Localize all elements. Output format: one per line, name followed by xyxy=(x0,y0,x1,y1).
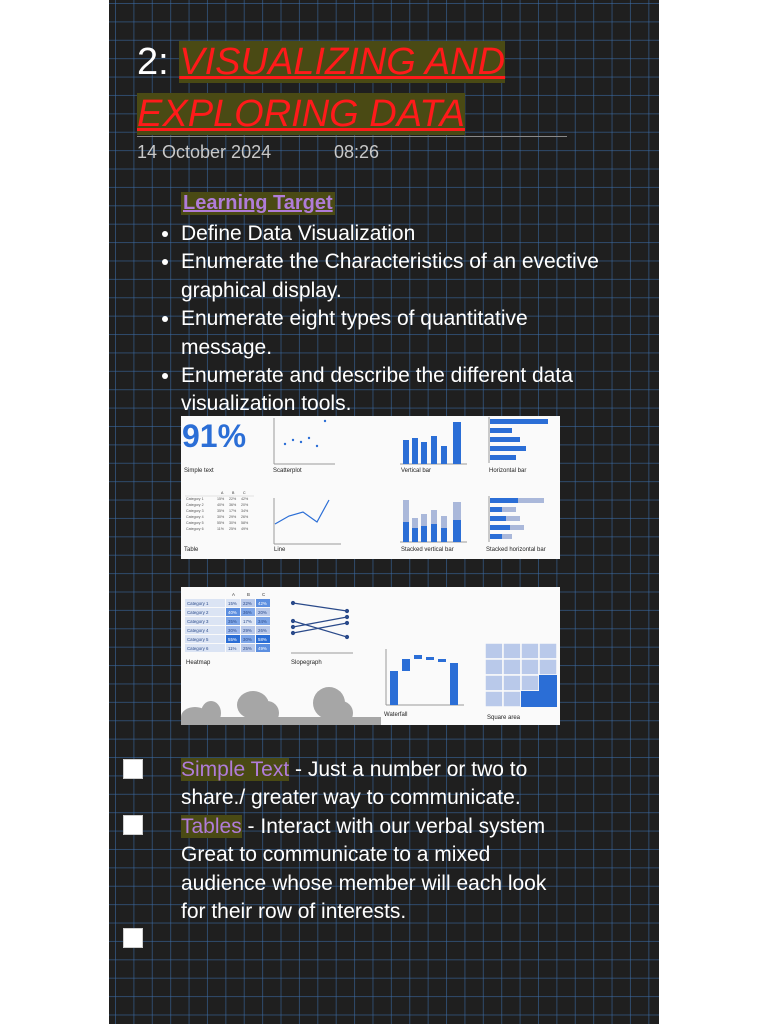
svg-text:26%: 26% xyxy=(241,515,249,519)
note-date: 14 October 2024 xyxy=(137,142,272,162)
svg-text:30%: 30% xyxy=(217,515,225,519)
title-number: 2: xyxy=(137,41,180,83)
svg-text:42%: 42% xyxy=(258,601,267,606)
svg-text:A: A xyxy=(221,491,224,495)
caption-vertical-bar: Vertical bar xyxy=(401,468,432,474)
svg-text:58%: 58% xyxy=(258,637,267,642)
checkbox-empty[interactable] xyxy=(123,928,143,948)
term-tables: Tables xyxy=(181,814,242,838)
svg-text:40%: 40% xyxy=(228,610,237,615)
svg-text:A: A xyxy=(232,592,235,597)
svg-text:Category 5: Category 5 xyxy=(187,637,209,642)
svg-text:17%: 17% xyxy=(243,619,252,624)
line-chart-thumbnail xyxy=(273,498,343,546)
svg-text:17%: 17% xyxy=(229,509,237,513)
title-divider xyxy=(137,136,567,137)
svg-text:36%: 36% xyxy=(229,503,237,507)
svg-text:25%: 25% xyxy=(243,646,252,651)
caption-stacked-vertical-bar: Stacked vertical bar xyxy=(401,547,454,553)
svg-text:30%: 30% xyxy=(243,637,252,642)
slopegraph-thumbnail xyxy=(289,599,355,655)
simple-text-example: 91% xyxy=(182,418,247,454)
svg-text:Category 6: Category 6 xyxy=(187,646,209,651)
horizontal-bar-thumbnail xyxy=(488,417,554,465)
caption-waterfall: Waterfall xyxy=(384,712,408,718)
svg-text:26%: 26% xyxy=(258,628,267,633)
learning-target-list xyxy=(151,220,601,419)
svg-text:Category 5: Category 5 xyxy=(186,521,204,525)
caption-horizontal-bar: Horizontal bar xyxy=(489,468,527,474)
term-simple-text: Simple Text xyxy=(181,758,290,781)
list-item[interactable]: • Enumerate and describe the different data visualization tools. xyxy=(181,362,601,419)
svg-text:C: C xyxy=(262,592,266,597)
stacked-vertical-bar-thumbnail xyxy=(399,496,469,544)
svg-text:29%: 29% xyxy=(243,628,252,633)
svg-text:42%: 42% xyxy=(241,497,249,501)
svg-text:Category 3: Category 3 xyxy=(187,619,209,624)
svg-text:30%: 30% xyxy=(228,628,237,633)
note-page xyxy=(109,0,659,1024)
svg-text:Category 1: Category 1 xyxy=(187,601,209,606)
svg-text:Category 4: Category 4 xyxy=(187,628,209,633)
notes-section xyxy=(181,756,571,926)
svg-text:25%: 25% xyxy=(229,527,237,531)
list-item[interactable]: • Define Data Visualization xyxy=(181,220,601,248)
svg-text:C: C xyxy=(243,491,246,495)
svg-text:58%: 58% xyxy=(241,521,249,525)
svg-text:Category 2: Category 2 xyxy=(186,503,204,507)
desc-simple-text: - Just a number or two to share./ greater way to communicate. xyxy=(181,758,528,810)
svg-text:11%: 11% xyxy=(217,527,224,531)
chart-types-image-2[interactable] xyxy=(181,587,560,725)
chart-types-image[interactable] xyxy=(181,416,560,559)
note-simple-text[interactable] xyxy=(181,756,571,813)
svg-text:34%: 34% xyxy=(258,619,267,624)
svg-text:B: B xyxy=(232,491,235,495)
svg-text:11%: 11% xyxy=(228,646,237,651)
caption-line: Line xyxy=(274,547,286,553)
learning-target-heading[interactable]: Learning Target xyxy=(183,192,333,214)
svg-text:55%: 55% xyxy=(228,637,237,642)
table-thumbnail xyxy=(184,490,256,536)
svg-text:22%: 22% xyxy=(229,497,237,501)
checkbox-tables[interactable] xyxy=(123,815,143,835)
note-tables[interactable] xyxy=(181,813,571,927)
svg-text:40%: 40% xyxy=(217,503,225,507)
svg-text:B: B xyxy=(247,592,250,597)
svg-text:Category 3: Category 3 xyxy=(186,509,204,513)
svg-text:34%: 34% xyxy=(241,509,249,513)
list-item[interactable]: • Enumerate eight types of quantitative message. xyxy=(181,305,601,362)
svg-text:Category 1: Category 1 xyxy=(186,497,204,501)
svg-text:29%: 29% xyxy=(229,515,237,519)
page-title[interactable] xyxy=(137,36,577,140)
svg-text:36%: 36% xyxy=(243,610,252,615)
svg-text:20%: 20% xyxy=(241,503,249,507)
svg-text:49%: 49% xyxy=(258,646,267,651)
svg-text:49%: 49% xyxy=(241,527,249,531)
svg-text:35%: 35% xyxy=(228,619,237,624)
svg-text:Category 6: Category 6 xyxy=(186,527,204,531)
title-text-line1: VISUALIZING AND xyxy=(179,41,506,83)
checkbox-simple-text[interactable] xyxy=(123,759,143,779)
svg-text:30%: 30% xyxy=(229,521,237,525)
background-trees xyxy=(181,683,381,725)
svg-text:22%: 22% xyxy=(243,601,252,606)
heatmap-thumbnail xyxy=(185,590,273,656)
svg-text:Category 4: Category 4 xyxy=(186,515,204,519)
caption-stacked-horizontal-bar: Stacked horizontal bar xyxy=(486,547,546,553)
svg-text:20%: 20% xyxy=(258,610,267,615)
list-item[interactable]: • Enumerate the Characteristics of an evective graphical display. xyxy=(181,248,601,305)
svg-text:15%: 15% xyxy=(228,601,237,606)
vertical-bar-thumbnail xyxy=(399,418,469,466)
caption-simple-text: Simple text xyxy=(184,468,214,474)
scatterplot-thumbnail xyxy=(273,418,337,466)
caption-heatmap: Heatmap xyxy=(186,660,211,666)
desc-tables: - Interact with our verbal system Great to communicate to a mixed audience whose member will each look for their row of interests. xyxy=(181,814,547,924)
caption-slopegraph: Slopegraph xyxy=(291,660,322,666)
svg-text:35%: 35% xyxy=(217,509,225,513)
svg-text:55%: 55% xyxy=(217,521,225,525)
caption-scatterplot: Scatterplot xyxy=(273,468,302,474)
note-time: 08:26 xyxy=(334,142,380,162)
svg-text:15%: 15% xyxy=(217,497,225,501)
square-area-thumbnail xyxy=(485,643,559,709)
caption-square-area: Square area xyxy=(487,715,521,721)
title-text-line2: EXPLORING DATA xyxy=(137,93,465,135)
svg-text:Category 2: Category 2 xyxy=(187,610,209,615)
stacked-horizontal-bar-thumbnail xyxy=(488,496,554,544)
caption-table: Table xyxy=(184,547,199,553)
waterfall-thumbnail xyxy=(384,649,468,707)
